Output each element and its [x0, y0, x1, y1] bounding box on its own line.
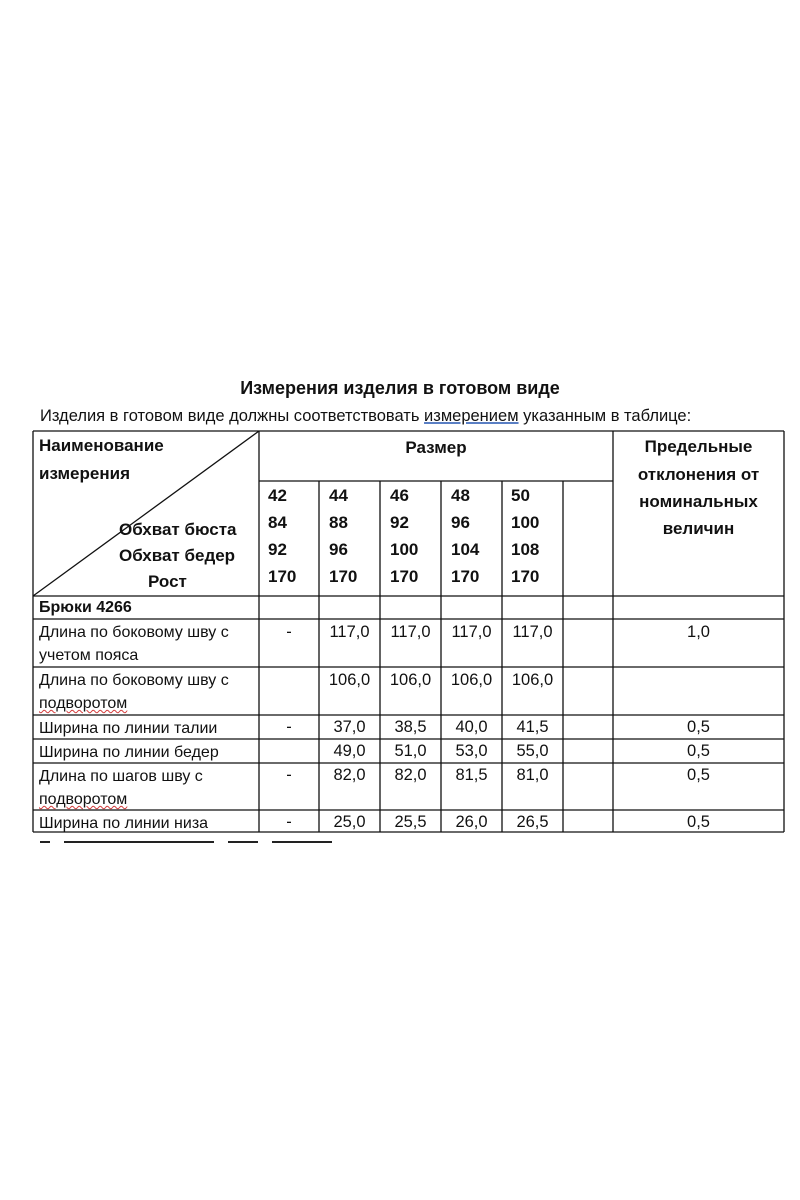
document-title: Измерения изделия в готовом виде [240, 378, 560, 398]
row-value: 106,0 [511, 671, 554, 689]
row-label [39, 741, 253, 764]
height-value: 170 [268, 567, 297, 586]
row-value: 106,0 [328, 671, 371, 689]
hips-value: 104 [451, 540, 480, 559]
size-value: 42 [268, 486, 287, 505]
height-value: 170 [511, 567, 540, 586]
section-title: Брюки 4266 [39, 599, 132, 616]
row-value: 55,0 [516, 742, 549, 760]
size-value: 44 [329, 486, 348, 505]
row-value: 26,5 [516, 813, 549, 831]
row-tolerance: 0,5 [687, 718, 710, 736]
row-value: - [286, 766, 292, 784]
size-column-46 [390, 482, 418, 590]
row-value: - [286, 623, 292, 641]
size-header: Размер [405, 438, 467, 457]
corner-top-line2: измерения [39, 464, 130, 483]
row-value: 81,5 [455, 766, 488, 784]
row-value: 25,0 [333, 813, 366, 831]
size-column-44 [329, 482, 357, 590]
row-tolerance: 0,5 [687, 813, 710, 831]
row-value: 117,0 [512, 623, 553, 641]
row-value: 117,0 [390, 623, 431, 641]
row-label-line1: Ширина по линии бедер [39, 744, 219, 761]
tolerance-header-3: номинальных [639, 492, 758, 511]
row-label-line2: учетом пояса [39, 647, 139, 664]
row-label [39, 621, 253, 667]
row-value: 37,0 [333, 718, 366, 736]
row-value: 40,0 [455, 718, 488, 736]
bust-value: 100 [511, 513, 540, 532]
intro-after: указанным в таблице: [518, 407, 692, 425]
row-value: 117,0 [451, 623, 492, 641]
row-value: 81,0 [516, 766, 549, 784]
bust-value: 92 [390, 513, 409, 532]
row-tolerance: 0,5 [687, 766, 710, 784]
corner-top-line1: Наименование [39, 436, 164, 455]
size-value: 48 [451, 486, 470, 505]
row-value: 38,5 [394, 718, 427, 736]
bust-value: 96 [451, 513, 470, 532]
height-value: 170 [329, 567, 358, 586]
row-label-line1: Длина по боковому шву с [39, 672, 229, 689]
row-label-line1: Ширина по линии талии [39, 720, 218, 737]
row-value: 26,0 [455, 813, 488, 831]
size-value: 50 [511, 486, 530, 505]
row-value: 82,0 [394, 766, 427, 784]
hips-value: 96 [329, 540, 348, 559]
hips-value: 92 [268, 540, 287, 559]
corner-hips-label: Обхват бедер [119, 546, 236, 565]
hips-value: 108 [511, 540, 540, 559]
row-value: 25,5 [394, 813, 427, 831]
intro-underlined-word: измерением [424, 407, 519, 425]
cropped-text-remnant [40, 836, 380, 844]
row-value: 53,0 [455, 742, 488, 760]
size-column-48 [451, 482, 479, 590]
tolerance-header-2: отклонения от [637, 465, 760, 484]
row-value: 106,0 [389, 671, 432, 689]
size-column-50 [511, 482, 539, 590]
row-label-line2: подворотом [39, 695, 128, 712]
row-label-line2: подворотом [39, 791, 128, 808]
row-value: 117,0 [329, 623, 370, 641]
size-column-42 [268, 482, 296, 590]
corner-bust-label: Обхват бюста [119, 520, 237, 539]
size-value: 46 [390, 486, 409, 505]
tolerance-header-4: величин [662, 519, 735, 538]
hips-value: 100 [390, 540, 419, 559]
intro-before: Изделия в готовом виде должны соответствовать [40, 407, 425, 425]
height-value: 170 [451, 567, 480, 586]
row-label [39, 669, 253, 715]
row-value: 41,5 [516, 718, 549, 736]
row-label [39, 717, 253, 740]
row-label-line1: Длина по боковому шву с [39, 624, 229, 641]
bust-value: 84 [268, 513, 287, 532]
row-label [39, 812, 253, 835]
row-tolerance: 0,5 [687, 742, 710, 760]
row-label-line1: Ширина по линии низа [39, 815, 209, 832]
row-label [39, 765, 253, 811]
row-value: - [286, 813, 292, 831]
tolerance-header-1: Предельные [644, 437, 753, 456]
row-tolerance: 1,0 [687, 623, 710, 641]
row-value: 51,0 [394, 742, 427, 760]
row-value: 82,0 [333, 766, 366, 784]
row-value: - [286, 718, 292, 736]
bust-value: 88 [329, 513, 348, 532]
row-value: 106,0 [450, 671, 493, 689]
height-value: 170 [390, 567, 419, 586]
row-label-line1: Длина по шагов шву с [39, 768, 203, 785]
row-value: 49,0 [333, 742, 366, 760]
corner-height-label: Рост [148, 572, 187, 591]
